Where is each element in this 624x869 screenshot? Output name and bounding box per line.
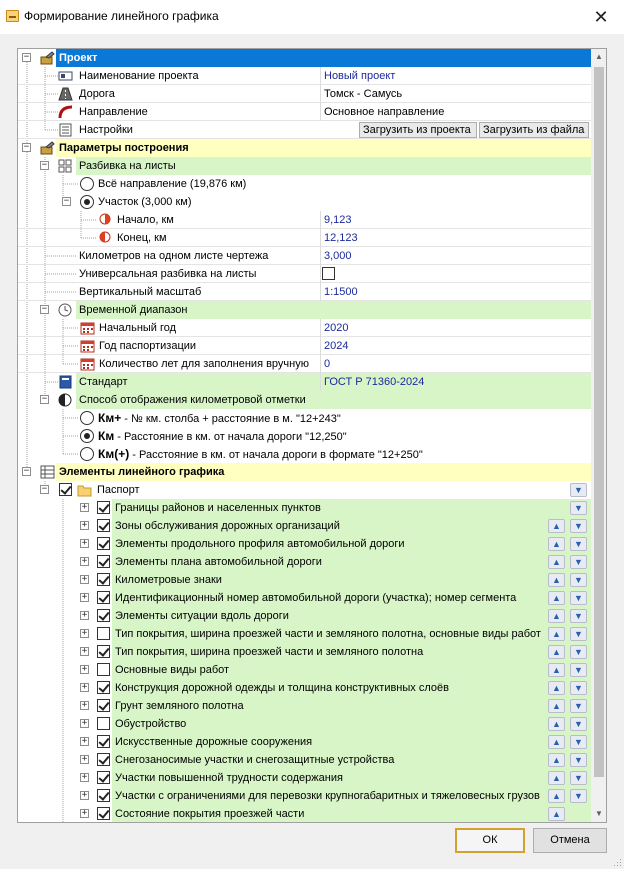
element-item-label: Тип покрытия, ширина проезжей части и земляного полотна, основные виды работ <box>112 625 591 643</box>
element-item-row[interactable] <box>18 625 591 643</box>
book-icon <box>58 375 73 389</box>
standard-value[interactable]: ГОСТ Р 71360-2024 <box>320 373 591 391</box>
load-from-project-button[interactable]: Загрузить из проекта <box>359 122 477 138</box>
expand-icon[interactable]: + <box>81 754 88 764</box>
collapse-icon[interactable]: − <box>63 196 70 206</box>
element-item-checkbox[interactable] <box>97 735 110 748</box>
settings-row <box>18 121 591 139</box>
element-item-checkbox[interactable] <box>97 609 110 622</box>
element-item-label: Участки повышенной трудности содержания <box>112 769 591 787</box>
expand-icon[interactable]: + <box>81 646 88 656</box>
element-item-label: Обустройство <box>112 715 591 733</box>
move-up-button[interactable]: ▲ <box>548 699 565 713</box>
element-item-checkbox[interactable] <box>97 645 110 658</box>
standard-row[interactable] <box>18 373 591 391</box>
standard-label: Стандарт <box>76 373 320 391</box>
km-mode-text-1: - № км. столба + расстояние в м. "12+243" <box>121 413 341 425</box>
km-mode-option-1-label <box>95 409 575 427</box>
road-icon <box>58 87 73 101</box>
paging-start-row[interactable] <box>18 211 591 229</box>
move-down-button[interactable]: ▼ <box>570 519 587 533</box>
element-item-row[interactable] <box>18 589 591 607</box>
start-year-row[interactable] <box>18 319 591 337</box>
expand-icon[interactable]: + <box>81 736 88 746</box>
km-mode-key-1: Км+ <box>98 411 122 425</box>
direction-value[interactable]: Основное направление <box>320 103 591 121</box>
vertical-scrollbar[interactable] <box>591 49 607 822</box>
move-up-button[interactable]: ▲ <box>548 753 565 767</box>
element-item-checkbox[interactable] <box>97 663 110 676</box>
element-item-row[interactable] <box>18 643 591 661</box>
expand-icon[interactable]: + <box>81 628 88 638</box>
element-item-row[interactable] <box>18 661 591 679</box>
element-item-label: Состояние покрытия проезжей части <box>112 805 591 823</box>
paging-section-label: Участок (3,000 км) <box>98 196 192 208</box>
element-item-checkbox[interactable] <box>97 807 110 820</box>
move-down-button[interactable]: ▼ <box>570 537 587 551</box>
paging-whole-label: Всё направление (19,876 км) <box>98 178 247 190</box>
move-down-button[interactable]: ▼ <box>570 735 587 749</box>
universal-paging-checkbox[interactable] <box>322 267 335 280</box>
element-item-checkbox[interactable] <box>97 753 110 766</box>
move-up-button[interactable]: ▲ <box>548 735 565 749</box>
element-item-row[interactable] <box>18 499 591 517</box>
element-item-row[interactable] <box>18 517 591 535</box>
km-mode-option-3[interactable] <box>18 445 591 463</box>
road-value[interactable]: Томск - Самусь <box>320 85 591 103</box>
close-icon: ✕ <box>593 6 609 27</box>
element-item-label: Участки с ограничениями для перевозки крупногабаритных и тяжеловесных грузов <box>112 787 591 805</box>
element-item-checkbox[interactable] <box>97 627 110 640</box>
ok-button[interactable]: ОК <box>455 828 525 853</box>
expand-icon[interactable]: + <box>81 574 88 584</box>
direction-arc-icon <box>58 105 73 119</box>
vscale-label: Вертикальный масштаб <box>79 286 202 298</box>
manual-years-row[interactable] <box>18 355 591 373</box>
move-up-button[interactable]: ▲ <box>548 519 565 533</box>
move-up-button[interactable]: ▲ <box>548 627 565 641</box>
paging-start-label: Начало, км <box>117 214 174 226</box>
move-up-button[interactable]: ▲ <box>548 807 565 821</box>
cancel-button[interactable]: Отмена <box>533 828 607 853</box>
element-item-label: Тип покрытия, ширина проезжей части и земляного полотна <box>112 643 591 661</box>
paging-whole-row[interactable] <box>18 175 591 193</box>
element-item-row[interactable] <box>18 715 591 733</box>
start-marker-icon <box>98 213 113 227</box>
settings-label: Настройки <box>79 124 133 136</box>
passport-move-down-button[interactable]: ▼ <box>570 483 587 497</box>
element-item-label: Километровые знаки <box>112 571 591 589</box>
element-item-checkbox[interactable] <box>97 681 110 694</box>
section-build-label: Параметры построения <box>56 139 591 157</box>
move-down-button[interactable]: ▼ <box>570 591 587 605</box>
paging-end-row[interactable] <box>18 229 591 247</box>
move-up-button[interactable]: ▲ <box>548 609 565 623</box>
km-per-sheet-label: Километров на одном листе чертежа <box>79 250 269 262</box>
element-item-row[interactable] <box>18 805 591 823</box>
move-up-button[interactable]: ▲ <box>548 555 565 569</box>
element-item-checkbox[interactable] <box>97 591 110 604</box>
element-item-row[interactable] <box>18 535 591 553</box>
section-project[interactable] <box>18 49 591 67</box>
collapse-icon[interactable]: − <box>41 304 48 314</box>
move-down-button[interactable]: ▼ <box>570 789 587 803</box>
element-item-row[interactable] <box>18 607 591 625</box>
load-from-file-button[interactable]: Загрузить из файла <box>479 122 589 138</box>
calendar-icon <box>80 357 95 371</box>
element-item-checkbox[interactable] <box>97 573 110 586</box>
road-row[interactable] <box>18 85 591 103</box>
km-per-sheet-value[interactable]: 3,000 <box>320 247 591 265</box>
manual-years-value[interactable]: 0 <box>320 355 591 373</box>
expand-icon[interactable]: + <box>81 808 88 818</box>
move-down-button[interactable]: ▼ <box>570 663 587 677</box>
km-mode-option-2[interactable] <box>18 427 591 445</box>
road-label: Дорога <box>79 88 115 100</box>
paging-label: Разбивка на листы <box>76 157 591 175</box>
element-item-label: Элементы продольного профиля автомобильной дороги <box>112 535 591 553</box>
collapse-icon[interactable]: − <box>41 160 48 170</box>
window-title: Формирование линейного графика <box>24 9 219 23</box>
vscale-row[interactable] <box>18 283 591 301</box>
km-mode-text-3: - Расстояние в км. от начала дороги в формате "12+250" <box>129 449 423 461</box>
title-bar <box>0 0 624 34</box>
element-item-checkbox[interactable] <box>97 537 110 550</box>
start-year-value[interactable]: 2020 <box>320 319 591 337</box>
element-item-checkbox[interactable] <box>97 717 110 730</box>
move-up-button[interactable]: ▲ <box>548 591 565 605</box>
section-elements[interactable] <box>18 463 591 481</box>
element-item-row[interactable] <box>18 571 591 589</box>
element-item-label: Конструкция дорожной одежды и толщина конструктивных слоёв <box>112 679 591 697</box>
scroll-down-icon[interactable]: ▼ <box>595 809 603 818</box>
element-item-row[interactable] <box>18 787 591 805</box>
move-up-button[interactable]: ▲ <box>548 789 565 803</box>
universal-paging-label: Универсальная разбивка на листы <box>79 268 257 280</box>
expand-icon[interactable]: + <box>81 538 88 548</box>
passport-year-value[interactable]: 2024 <box>320 337 591 355</box>
element-item-checkbox[interactable] <box>97 771 110 784</box>
expand-icon[interactable]: + <box>81 718 88 728</box>
expand-icon[interactable]: + <box>81 502 88 512</box>
direction-row[interactable] <box>18 103 591 121</box>
km-mode-group[interactable] <box>18 391 591 409</box>
expand-icon[interactable]: + <box>81 790 88 800</box>
project-tools-icon <box>40 51 55 65</box>
expand-icon[interactable]: + <box>81 556 88 566</box>
move-down-button[interactable]: ▼ <box>570 501 587 515</box>
km-per-sheet-row[interactable] <box>18 247 591 265</box>
element-item-checkbox[interactable] <box>97 789 110 802</box>
km-mode-text-2: - Расстояние в км. от начала дороги "12,250" <box>114 431 347 443</box>
passport-year-label: Год паспортизации <box>99 340 197 352</box>
table-icon <box>40 465 55 479</box>
km-mode-option-2-label <box>95 427 575 445</box>
km-mode-option-1[interactable] <box>18 409 591 427</box>
close-button[interactable] <box>578 0 624 34</box>
km-mode-radio-3[interactable] <box>80 447 94 461</box>
chart-ruler-icon <box>6 10 19 22</box>
move-down-button[interactable]: ▼ <box>570 645 587 659</box>
universal-paging-row[interactable] <box>18 265 591 283</box>
element-item-label: Идентификационный номер автомобильной дороги (участка); номер сегмента <box>112 589 591 607</box>
element-item-label: Элементы ситуации вдоль дороги <box>112 607 591 625</box>
clock-icon <box>58 303 73 317</box>
paging-start-value[interactable]: 9,123 <box>320 211 591 229</box>
km-mode-key-2: Км <box>98 429 115 443</box>
collapse-icon[interactable]: − <box>41 394 48 404</box>
element-item-row[interactable] <box>18 769 591 787</box>
expand-icon[interactable]: + <box>81 520 88 530</box>
expand-icon[interactable]: + <box>81 592 88 602</box>
element-item-row[interactable] <box>18 697 591 715</box>
calendar-icon <box>80 339 95 353</box>
paging-end-value[interactable]: 12,123 <box>320 229 591 247</box>
scroll-up-icon[interactable]: ▲ <box>595 52 603 61</box>
move-up-button[interactable]: ▲ <box>548 537 565 551</box>
move-down-button[interactable]: ▼ <box>570 717 587 731</box>
element-item-checkbox[interactable] <box>97 501 110 514</box>
universal-paging-value <box>320 265 591 283</box>
project-name-row[interactable] <box>18 67 591 85</box>
km-mode-label: Способ отображения километровой отметки <box>76 391 591 409</box>
end-marker-icon <box>98 231 113 245</box>
manual-years-label: Количество лет для заполнения вручную <box>99 358 309 370</box>
expand-icon[interactable]: + <box>81 664 88 674</box>
scroll-thumb[interactable] <box>594 67 604 777</box>
direction-label: Направление <box>79 106 148 118</box>
settings-list-icon <box>58 123 73 137</box>
collapse-icon[interactable]: − <box>23 52 30 62</box>
move-down-button[interactable]: ▼ <box>570 771 587 785</box>
collapse-icon[interactable]: − <box>23 142 30 152</box>
move-down-button[interactable]: ▼ <box>570 753 587 767</box>
element-item-label: Зоны обслуживания дорожных организаций <box>112 517 591 535</box>
move-up-button[interactable]: ▲ <box>548 771 565 785</box>
km-mode-radio-2[interactable] <box>80 429 94 443</box>
collapse-icon[interactable]: − <box>23 466 30 476</box>
folder-icon <box>77 483 92 497</box>
move-down-button[interactable]: ▼ <box>570 573 587 587</box>
time-group[interactable] <box>18 301 591 319</box>
move-down-button[interactable]: ▼ <box>570 627 587 641</box>
sheets-grid-icon <box>58 159 73 173</box>
calendar-icon <box>80 321 95 335</box>
move-down-button[interactable]: ▼ <box>570 555 587 569</box>
element-item-label: Границы районов и населенных пунктов <box>112 499 591 517</box>
element-item-row[interactable] <box>18 553 591 571</box>
contrast-icon <box>58 393 73 407</box>
element-item-row[interactable] <box>18 733 591 751</box>
move-up-button[interactable]: ▲ <box>548 681 565 695</box>
element-item-checkbox[interactable] <box>97 555 110 568</box>
element-item-row[interactable] <box>18 751 591 769</box>
vscale-value[interactable]: 1:1500 <box>320 283 591 301</box>
move-up-button[interactable]: ▲ <box>548 717 565 731</box>
element-item-label: Искусственные дорожные сооружения <box>112 733 591 751</box>
collapse-icon[interactable]: − <box>41 484 48 494</box>
expand-icon[interactable]: + <box>81 700 88 710</box>
element-item-label: Снегозаносимые участки и снегозащитные устройства <box>112 751 591 769</box>
km-mode-radio-1[interactable] <box>80 411 94 425</box>
passport-label: Паспорт <box>97 484 140 496</box>
element-item-label: Основные виды работ <box>112 661 591 679</box>
paging-section-row[interactable] <box>18 193 591 211</box>
build-tools-icon <box>40 141 55 155</box>
move-up-button[interactable]: ▲ <box>548 573 565 587</box>
passport-checkbox[interactable] <box>59 483 72 496</box>
paging-group[interactable] <box>18 157 591 175</box>
element-item-label: Элементы плана автомобильной дороги <box>112 553 591 571</box>
resize-grip-icon[interactable] <box>612 857 622 867</box>
move-up-button[interactable]: ▲ <box>548 663 565 677</box>
paging-section-radio[interactable] <box>80 195 94 209</box>
section-project-label: Проект <box>56 49 591 67</box>
km-mode-option-3-label <box>95 445 575 463</box>
paging-whole-radio[interactable] <box>80 177 94 191</box>
start-year-label: Начальный год <box>99 322 177 334</box>
time-label: Временной диапазон <box>76 301 591 319</box>
move-down-button[interactable]: ▼ <box>570 699 587 713</box>
project-name-label: Наименование проекта <box>79 70 199 82</box>
property-tree <box>17 48 607 823</box>
element-item-checkbox[interactable] <box>97 699 110 712</box>
element-item-label: Грунт земляного полотна <box>112 697 591 715</box>
expand-icon[interactable]: + <box>81 682 88 692</box>
project-name-value[interactable]: Новый проект <box>320 67 591 85</box>
paging-end-label: Конец, км <box>117 232 167 244</box>
move-up-button[interactable]: ▲ <box>548 645 565 659</box>
km-mode-key-3: Км(+) <box>98 447 130 461</box>
move-down-button[interactable]: ▼ <box>570 681 587 695</box>
move-down-button[interactable]: ▼ <box>570 609 587 623</box>
section-elements-label: Элементы линейного графика <box>56 463 591 481</box>
passport-row[interactable] <box>18 481 591 499</box>
id-card-icon <box>58 69 73 83</box>
element-item-row[interactable] <box>18 679 591 697</box>
expand-icon[interactable]: + <box>81 610 88 620</box>
passport-year-row[interactable] <box>18 337 591 355</box>
element-item-checkbox[interactable] <box>97 519 110 532</box>
section-build[interactable] <box>18 139 591 157</box>
expand-icon[interactable]: + <box>81 772 88 782</box>
